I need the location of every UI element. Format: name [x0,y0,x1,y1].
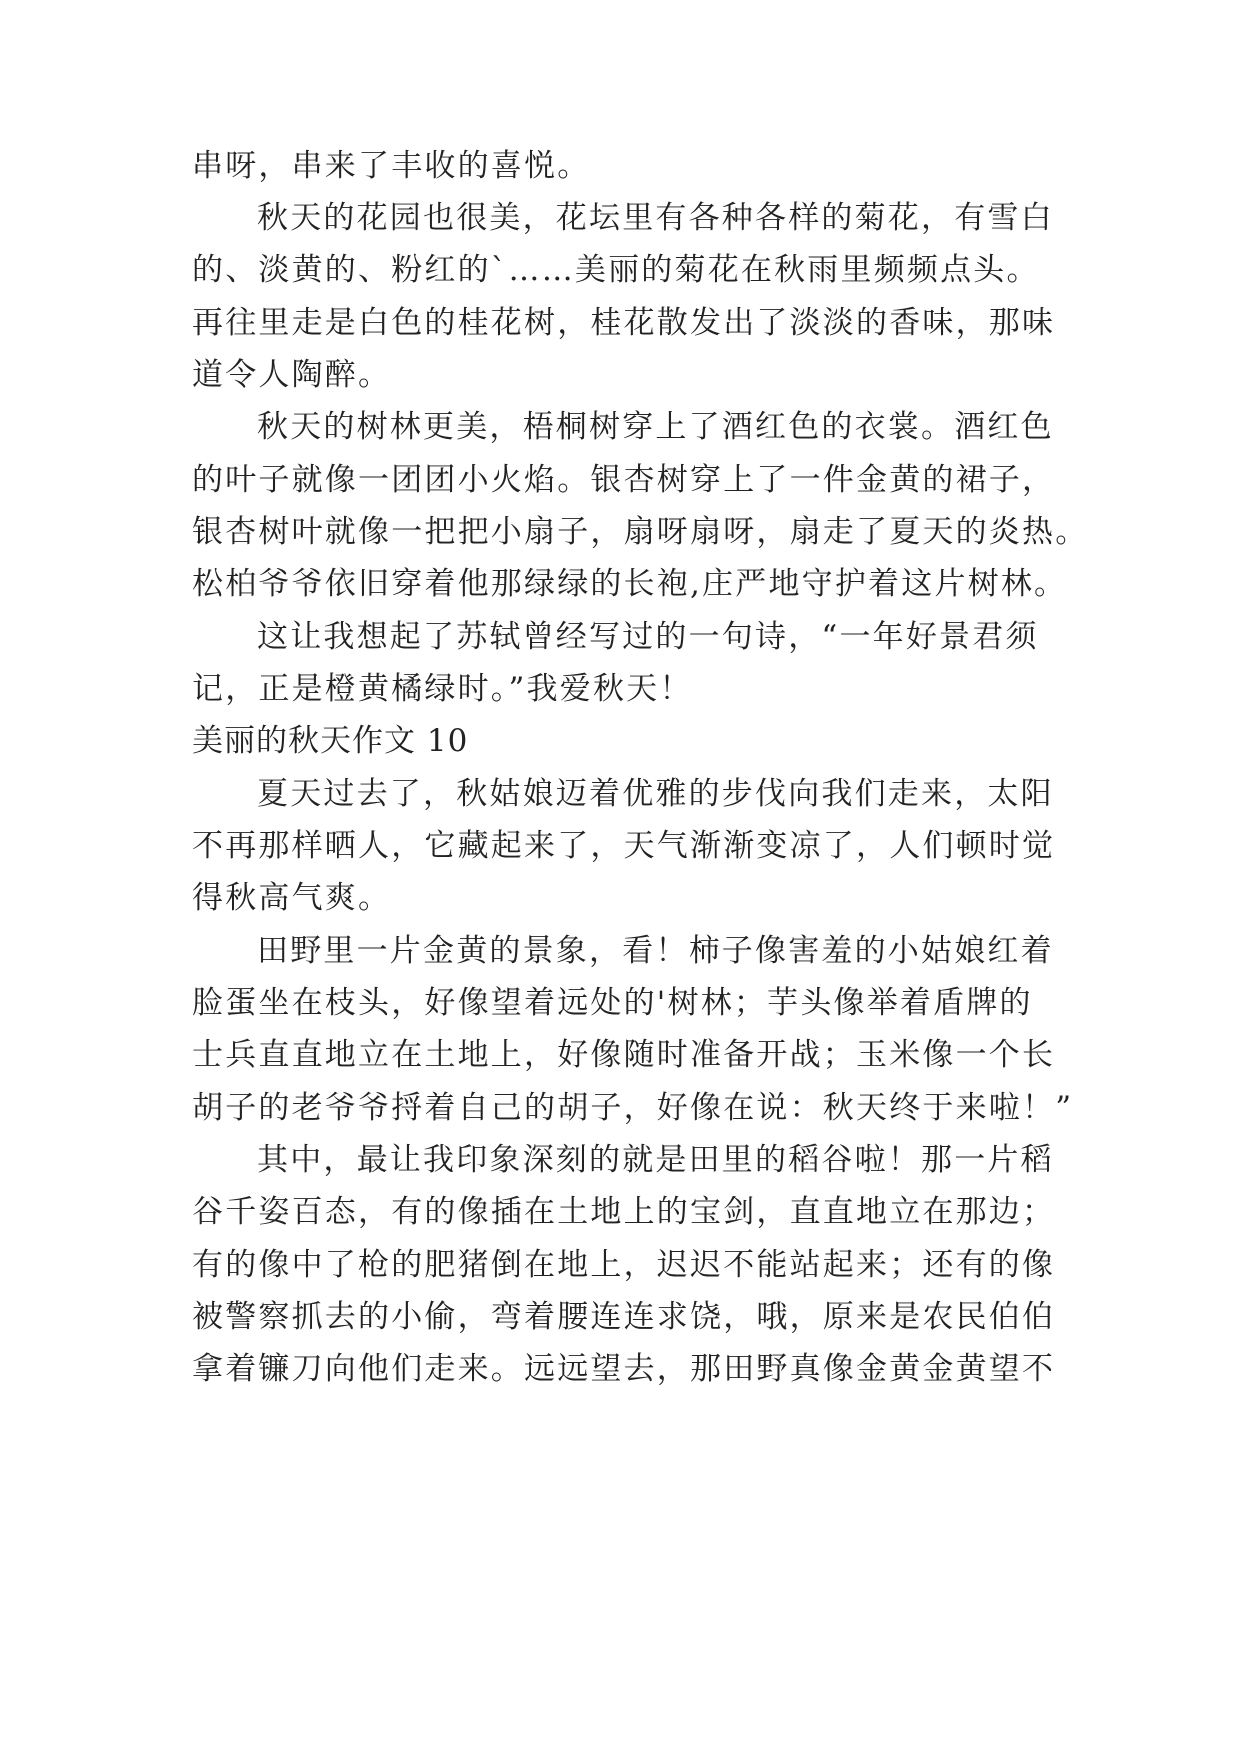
text-line: 有的像中了枪的肥猪倒在地上，迟迟不能站起来；还有的像 [192,1247,1056,1283]
text-line: 得秋高气爽。 [192,880,392,916]
text-line: 被警察抓去的小偷，弯着腰连连求饶，哦，原来是农民伯伯 [192,1299,1056,1335]
text-line: 拿着镰刀向他们走来。远远望去，那田野真像金黄金黄望不 [192,1351,1056,1387]
text-line: 道令人陶醉。 [192,357,392,393]
paragraph-first-line: 这让我想起了苏轼曾经写过的一句诗，“一年好景君须 [257,619,1039,655]
text-line: 胡子的老爷爷捋着自己的胡子，好像在说：秋天终于来啦！” [192,1090,1074,1126]
text-line: 记，正是橙黄橘绿时。”我爱秋天！ [192,671,693,707]
text-line: 脸蛋坐在枝头，好像望着远处的'树林；芋头像举着盾牌的 [192,985,1033,1021]
text-line: 不再那样晒人，它藏起来了，天气渐渐变凉了，人们顿时觉 [192,828,1056,864]
paragraph-first-line: 其中，最让我印象深刻的就是田里的稻谷啦！那一片稻 [257,1142,1054,1178]
paragraph-first-line: 田野里一片金黄的景象，看！柿子像害羞的小姑娘红着 [257,933,1054,969]
text-line: 谷千姿百态，有的像插在土地上的宝剑，直直地立在那边； [192,1194,1056,1230]
paragraph-first-line: 夏天过去了，秋姑娘迈着优雅的步伐向我们走来，太阳 [257,776,1054,812]
text-line: 松柏爷爷依旧穿着他那绿绿的长袍,庄严地守护着这片树林。 [192,566,1068,602]
text-line: 士兵直直地立在土地上，好像随时准备开战；玉米像一个长 [192,1037,1056,1073]
text-line: 串呀，串来了丰收的喜悦。 [192,148,591,184]
text-line: 的、淡黄的、粉红的`……美丽的菊花在秋雨里频频点头。 [192,252,1040,288]
text-line: 银杏树叶就像一把把小扇子，扇呀扇呀，扇走了夏天的炎热。 [192,514,1089,550]
paragraph-first-line: 秋天的树林更美，梧桐树穿上了酒红色的衣裳。酒红色 [257,409,1054,445]
essay-title: 美丽的秋天作文 10 [192,723,469,759]
paragraph-first-line: 秋天的花园也很美，花坛里有各种各样的菊花，有雪白 [257,200,1054,236]
text-line: 的叶子就像一团团小火焰。银杏树穿上了一件金黄的裙子， [192,462,1056,498]
text-line: 再往里走是白色的桂花树，桂花散发出了淡淡的香味，那味 [192,305,1056,341]
